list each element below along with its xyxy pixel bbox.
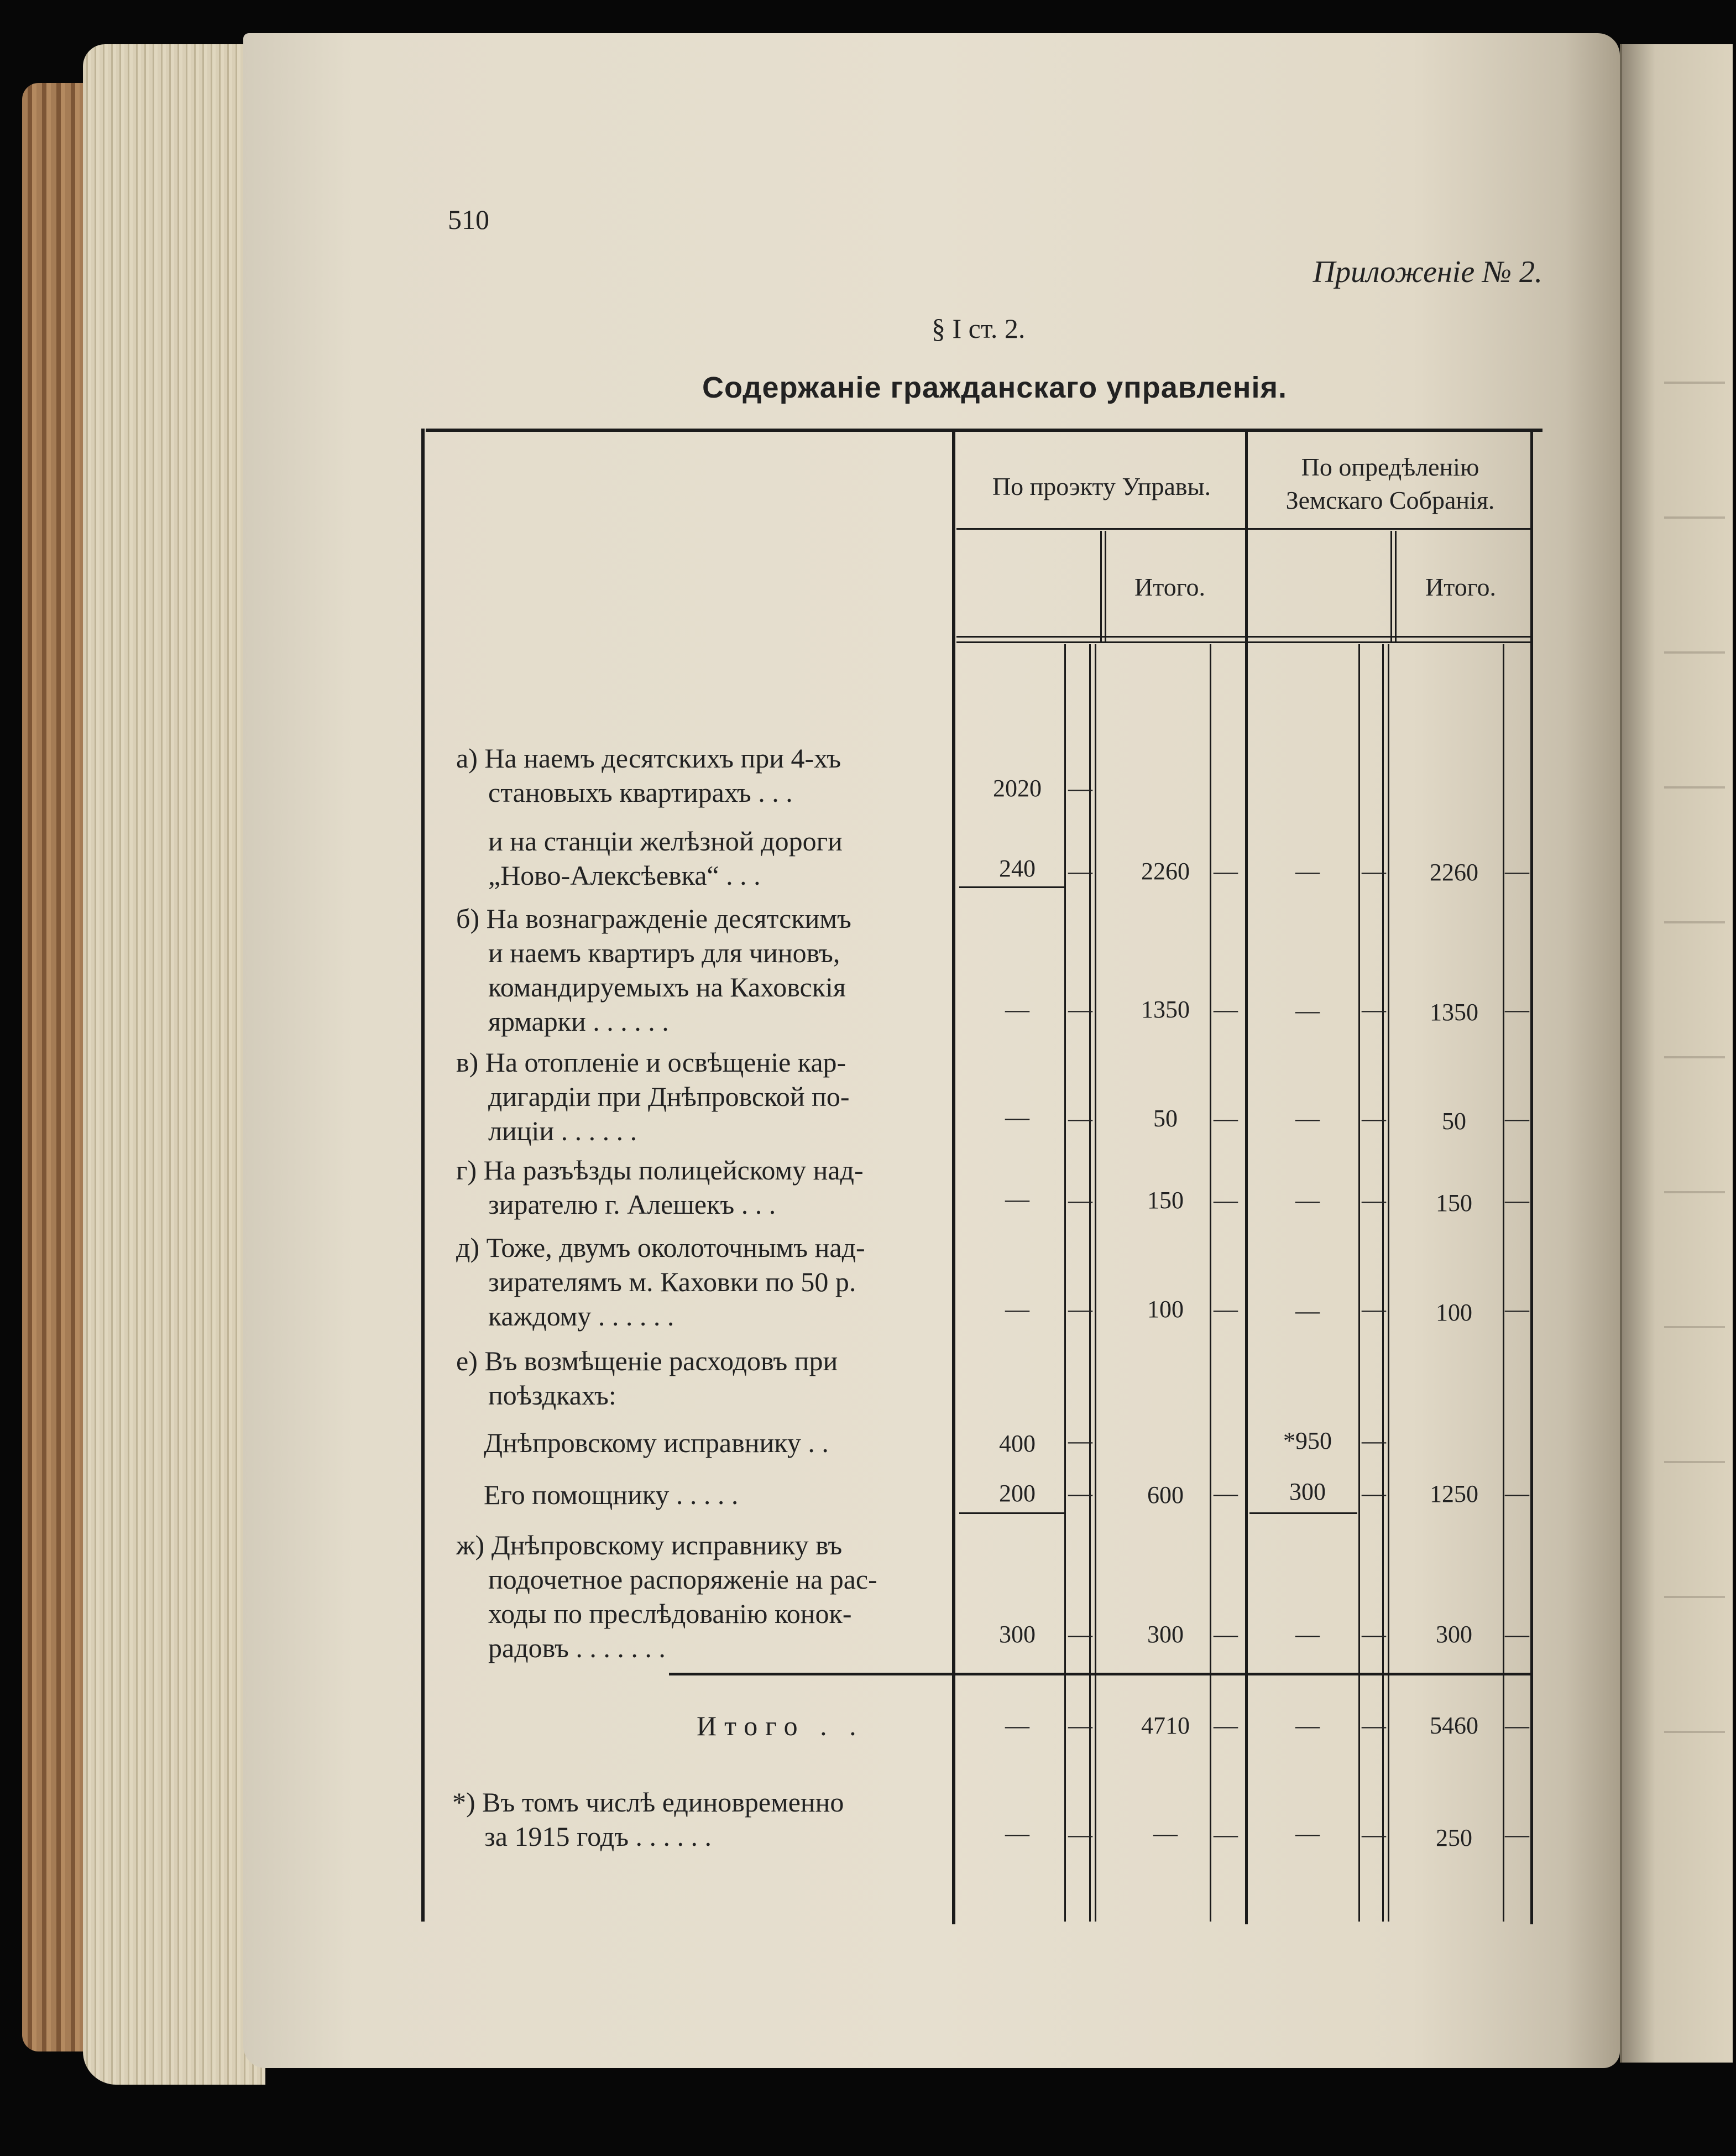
row-a2-project-total: 2260 bbox=[1141, 858, 1190, 885]
row-v-project-amount: — bbox=[1005, 1104, 1029, 1131]
kopeck-dash: — bbox=[1505, 1480, 1529, 1507]
kopeck-dash: — bbox=[1362, 1821, 1386, 1848]
row-d-assembly-amount: — bbox=[1295, 1297, 1320, 1324]
show-through-lines bbox=[1664, 249, 1725, 1797]
row-b-assembly-amount: — bbox=[1295, 997, 1320, 1024]
row-b-project-total: 1350 bbox=[1141, 996, 1190, 1023]
footnote-assembly-total: 250 bbox=[1436, 1824, 1472, 1851]
kopeck-dash: — bbox=[1505, 1105, 1529, 1132]
kopeck-dash: — bbox=[1068, 1427, 1092, 1454]
itogo1-left-rule-b bbox=[1105, 531, 1106, 641]
footnote-project-total: — bbox=[1153, 1820, 1178, 1847]
header-bottom-rule-b bbox=[956, 641, 1531, 643]
header-itogo-assembly: Итого. bbox=[1425, 573, 1496, 601]
kopeck-dash: — bbox=[1505, 1821, 1529, 1848]
row-g-project-amount: — bbox=[1005, 1186, 1029, 1213]
kopeck-dash: — bbox=[1214, 1821, 1238, 1848]
row-a2-assembly-total: 2260 bbox=[1430, 859, 1478, 886]
kopeck-dash: — bbox=[1362, 1712, 1386, 1739]
total-project-total: 4710 bbox=[1141, 1712, 1190, 1739]
total-label: Итого . . bbox=[697, 1710, 864, 1741]
row-b-project-amount: — bbox=[1005, 996, 1029, 1023]
kopeck-dash: — bbox=[1214, 858, 1238, 885]
kopeck-dash: — bbox=[1214, 1712, 1238, 1739]
kopeck-dash: — bbox=[1068, 996, 1092, 1023]
row-zh-project-total: 300 bbox=[1147, 1621, 1184, 1648]
row-v-assembly-total: 50 bbox=[1442, 1108, 1466, 1135]
row-zh-label: ж) Днѣпровскому исправнику въ подочетное распоряженіе на рас- ходы по преслѣдованію конок- радовъ . . . . . . . bbox=[456, 1529, 877, 1663]
kopeck-dash: — bbox=[1362, 858, 1386, 885]
total-rule bbox=[669, 1673, 1531, 1675]
kopeck-dash: — bbox=[1068, 775, 1092, 802]
header-project: По проэкту Управы. bbox=[992, 472, 1211, 500]
footnote-label: *) Въ томъ числѣ единовременно за 1915 годъ . . . . . . bbox=[452, 1787, 844, 1852]
label-column-rule bbox=[952, 431, 955, 1924]
subheader-rule bbox=[956, 528, 1531, 530]
page-number: 510 bbox=[448, 204, 489, 235]
group-divider-rule bbox=[1245, 431, 1248, 1924]
page-stack bbox=[83, 44, 265, 2085]
header-assembly: По опредѣленію Земскаго Собранія. bbox=[1285, 453, 1495, 514]
subtotal-rule-e-assembly bbox=[1249, 1512, 1357, 1514]
book-edge bbox=[22, 83, 88, 2051]
row-zh-assembly-total: 300 bbox=[1436, 1621, 1472, 1648]
kopeck-dash: — bbox=[1362, 1480, 1386, 1507]
itogo1-left-rule-a bbox=[1100, 531, 1102, 641]
table-top-rule bbox=[426, 429, 1542, 432]
kopeck-dash: — bbox=[1068, 858, 1092, 885]
row-g-project-total: 150 bbox=[1147, 1187, 1184, 1214]
kopeck-dash: — bbox=[1505, 1712, 1529, 1739]
table-right-rule bbox=[1530, 431, 1533, 1924]
row-a2-assembly-amount: — bbox=[1295, 858, 1320, 885]
row-a2-project-amount: 240 bbox=[999, 855, 1036, 882]
kopeck-dash: — bbox=[1068, 1187, 1092, 1214]
row-e2-project-total: 600 bbox=[1147, 1481, 1184, 1508]
row-d-project-total: 100 bbox=[1147, 1296, 1184, 1323]
row-e2-assembly-total: 1250 bbox=[1430, 1480, 1478, 1507]
kopeck-dash: — bbox=[1505, 996, 1529, 1023]
kopeck-dash: — bbox=[1068, 1480, 1092, 1507]
row-b-label: б) На вознагражденіе десятскимъ и наемъ квартиръ для чиновъ, командируемыхъ на Каховскія ярмарки . . . . . . bbox=[456, 903, 851, 1037]
row-e1-label: Днѣпровскому исправнику . . bbox=[484, 1427, 829, 1458]
kopeck-dash: — bbox=[1214, 1187, 1238, 1214]
kopeck-dash: — bbox=[1214, 1480, 1238, 1507]
kopeck-dash: — bbox=[1505, 1296, 1529, 1323]
kopeck-dash: — bbox=[1068, 1105, 1092, 1132]
row-g-assembly-total: 150 bbox=[1436, 1189, 1472, 1217]
kopeck-dash: — bbox=[1214, 996, 1238, 1023]
col4-left-rule-b bbox=[1388, 644, 1389, 1922]
row-a2-label: и на станціи желѣзной дороги „Ново-Алексѣевка“ . . . bbox=[488, 826, 843, 891]
itogo2-left-rule-b bbox=[1395, 531, 1397, 641]
header-itogo-project: Итого. bbox=[1134, 573, 1205, 601]
row-zh-project-amount: 300 bbox=[999, 1621, 1036, 1648]
row-v-assembly-amount: — bbox=[1295, 1105, 1320, 1132]
row-v-project-total: 50 bbox=[1153, 1105, 1178, 1132]
row-zh-assembly-amount: — bbox=[1295, 1621, 1320, 1648]
row-g-label: г) На разъѣзды полицейскому над- зирателю г. Алешекъ . . . bbox=[456, 1155, 864, 1220]
kopeck-dash: — bbox=[1362, 1296, 1386, 1323]
kopeck-dash: — bbox=[1362, 1187, 1386, 1214]
row-a-label: а) На наемъ десятскихъ при 4-хъ становыхъ квартирахъ . . . bbox=[456, 743, 841, 808]
kopeck-dash: — bbox=[1068, 1296, 1092, 1323]
section-heading: § I ст. 2. bbox=[932, 313, 1026, 344]
subtotal-rule-e-project bbox=[959, 1512, 1064, 1514]
kopeck-dash: — bbox=[1068, 1712, 1092, 1739]
kopeck-dash: — bbox=[1214, 1621, 1238, 1648]
table-title: Содержаніе гражданскаго управленія. bbox=[702, 371, 1287, 404]
row-e1-project-amount: 400 bbox=[999, 1430, 1036, 1457]
kopeck-dash: — bbox=[1214, 1296, 1238, 1323]
footnote-project-amount: — bbox=[1005, 1820, 1029, 1847]
col2-left-rule-b bbox=[1095, 644, 1096, 1922]
total-project-amount: — bbox=[1005, 1712, 1029, 1739]
row-e2-project-amount: 200 bbox=[999, 1480, 1036, 1507]
row-e1-assembly-amount: *950 bbox=[1283, 1427, 1332, 1454]
row-b-assembly-total: 1350 bbox=[1430, 999, 1478, 1026]
total-assembly-total: 5460 bbox=[1430, 1712, 1478, 1739]
itogo2-left-rule-a bbox=[1390, 531, 1392, 641]
row-e2-label: Его помощнику . . . . . bbox=[484, 1479, 739, 1510]
row-d-assembly-total: 100 bbox=[1436, 1299, 1472, 1326]
kopeck-dash: — bbox=[1214, 1105, 1238, 1132]
kopeck-dash: — bbox=[1068, 1621, 1092, 1648]
total-assembly-amount: — bbox=[1295, 1712, 1320, 1739]
table-left-rule bbox=[421, 429, 425, 1922]
kopeck-dash: — bbox=[1362, 1427, 1386, 1454]
kopeck-dash: — bbox=[1505, 1621, 1529, 1648]
kopeck-dash: — bbox=[1362, 1621, 1386, 1648]
header-bottom-rule-a bbox=[956, 636, 1531, 638]
kopeck-dash: — bbox=[1068, 1821, 1092, 1848]
kopeck-dash: — bbox=[1505, 1187, 1529, 1214]
row-g-assembly-amount: — bbox=[1295, 1187, 1320, 1214]
footnote-assembly-amount: — bbox=[1295, 1820, 1320, 1847]
subtotal-rule-a bbox=[959, 886, 1064, 888]
row-e-label: е) Въ возмѣщеніе расходовъ при поѣздкахъ: bbox=[456, 1345, 838, 1411]
row-d-label: д) Тоже, двумъ околоточнымъ над- зирателямъ м. Каховки по 50 р. каждому . . . . . . bbox=[456, 1232, 865, 1332]
row-e2-assembly-amount: 300 bbox=[1289, 1478, 1326, 1505]
kopeck-dash: — bbox=[1362, 996, 1386, 1023]
appendix-label: Приложеніе № 2. bbox=[1313, 255, 1542, 289]
row-a-project-amount: 2020 bbox=[993, 775, 1042, 802]
kopeck-dash: — bbox=[1362, 1105, 1386, 1132]
row-v-label: в) На отопленіе и освѣщеніе кар- дигардіи при Днѣпровской по- лиціи . . . . . . bbox=[456, 1047, 850, 1146]
kopeck-dash: — bbox=[1505, 858, 1529, 885]
row-d-project-amount: — bbox=[1005, 1296, 1029, 1323]
